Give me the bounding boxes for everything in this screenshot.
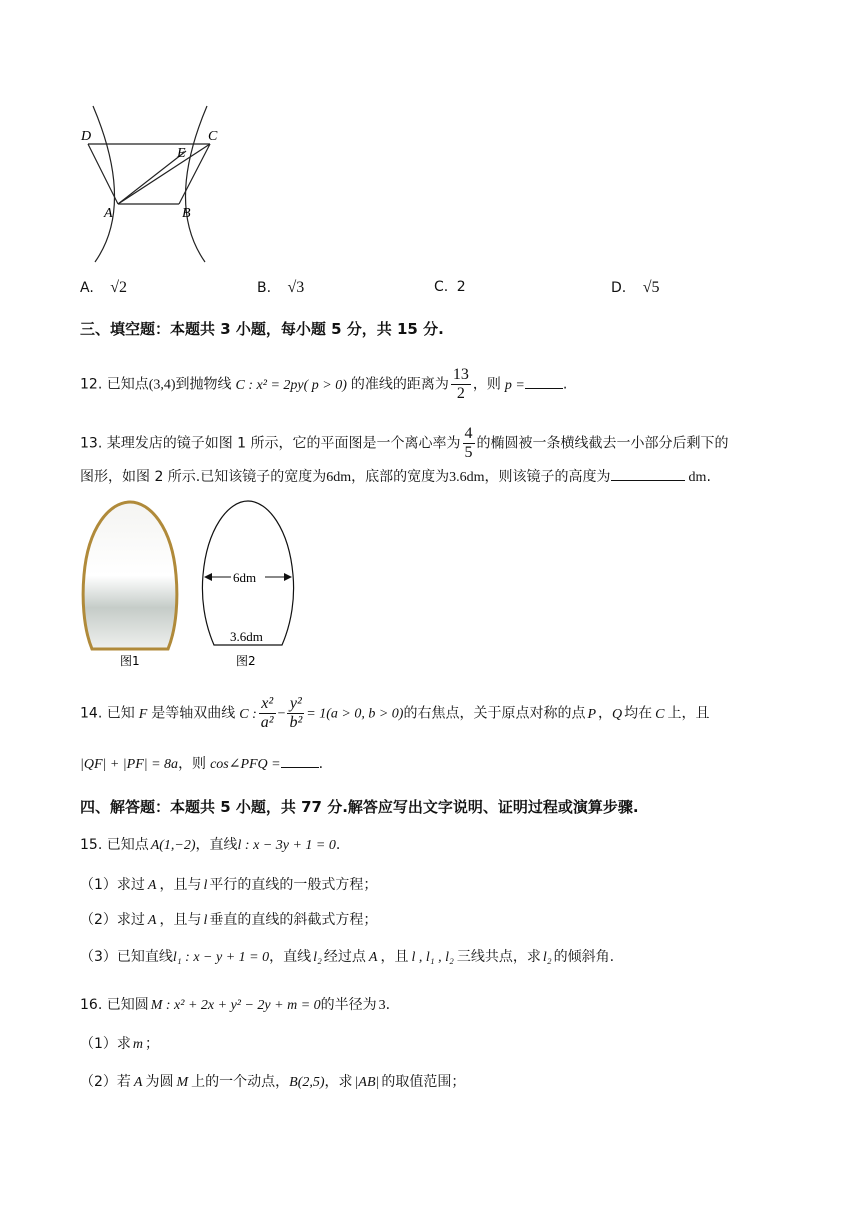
q15-p3f: 三线共点，求 [456,949,541,965]
q16-p1a: （1）求 [80,1036,131,1052]
q13-text1: 的椭圆被一条横线截去一小部分后剩下的 [476,435,729,452]
q13-line2c: ，则该镜子的高度为 [484,469,611,485]
q16-p2-A: A [133,1075,143,1090]
question-14-line2 [80,753,323,775]
q12-frac-num: 13 [452,366,469,383]
q15-p2c: 垂直的直线的斜截式方程； [209,912,378,928]
width-label: 6dm [233,570,257,585]
option-a-label: A. [80,280,94,296]
q16-part-1 [80,1034,159,1055]
q15-line: l : x − 3y + 1 = 0 [237,838,336,853]
question-12 [80,366,567,403]
q14-F: F [138,706,148,722]
option-b-label: B. [257,280,272,296]
q12-fraction [451,366,471,403]
q15-part-3 [80,947,614,968]
mirror-photo [83,502,177,649]
q15-end: . [335,837,341,853]
q13-line2b: ，底部的宽度为 [351,469,450,485]
q15-point-a: A(1,−2) [150,838,196,853]
q15-p2-A: A [147,913,157,928]
option-c-value: 2 [456,279,466,295]
section-3-heading: 三、填空题：本题共 3 小题，每小题 5 分，共 15 分. [80,320,444,338]
q16-p2b: 为圆 [145,1074,174,1090]
bottom-label: 3.6dm [230,629,263,644]
q15-part-1 [80,875,377,896]
label-e: E [177,146,186,161]
label-b: B [182,206,191,221]
q15-p1-l: l [203,878,208,893]
q14-text2: 的右焦点，关于原点对称的点 [403,705,586,722]
q16-p2d: ，求 [324,1074,353,1090]
q15-number: 15. 已知点 [80,837,149,853]
q13-width: 6dm [326,470,352,485]
q14-comma: ， [598,705,613,722]
q14-frac-y-den: b² [289,714,303,731]
question-15 [80,835,340,856]
q14-answer-blank[interactable] [281,753,319,768]
q16-p2-M: M [176,1075,189,1090]
option-c [434,279,466,295]
section-4-heading: 四、解答题：本题共 5 小题，共 77 分.解答应写出文字说明、证明过程或演算步骤. [80,798,639,816]
q15-p2-l: l [203,913,208,928]
fig1-caption: 图1 [120,654,140,668]
q14-frac-y [287,695,304,732]
option-a [80,279,127,297]
q13-frac-num: 4 [464,425,473,442]
q15-p3-A: A [368,950,378,965]
hyperbola-figure [75,100,225,265]
q12-ask: p = [504,377,525,393]
q16-end: . [385,997,391,1013]
hyperbola-left-branch [93,106,115,262]
q14-text3: 均在 [624,705,653,722]
mirror-diagram-figure [198,497,298,669]
q13-number: 13. 某理发店的镜子如图 1 所示，它的平面图是一个离心率为 [80,435,461,452]
q13-unit: dm [688,470,707,485]
q16-p1-m: m [132,1037,144,1052]
q16-p2-AB: |AB| [354,1075,380,1090]
q14-text4: 上，且 [667,705,710,722]
q15-p3b: ，直线 [269,949,312,965]
q14-C: C [655,706,665,722]
option-d-value: √5 [642,279,660,296]
q13-frac-den: 5 [464,444,473,461]
q15-p3a: （3）已知直线 [80,949,173,965]
q14-frac-y-num: y² [287,695,304,714]
segment-ae [118,151,186,204]
q14-frac-x [259,695,276,732]
q15-p1c: 平行的直线的一般式方程； [209,877,378,893]
q13-bottom: 3.6dm [449,470,485,485]
q16-circle: M : x² + 2x + y² − 2y + m = 0 [150,998,321,1013]
option-c-label: C. [434,279,449,295]
question-13-line2 [80,466,711,488]
q12-text1: 到抛物线 [175,376,232,393]
q15-p3-l2-again: l₂ [542,950,552,965]
option-a-value: √2 [110,279,128,296]
q12-text2: 的准线的距离为 [350,376,449,393]
q14-curve-prefix: C : [239,706,257,722]
label-a: A [104,206,113,221]
q16-p2e: 的取值范围； [381,1074,466,1090]
q14-condition: |QF| + |PF| = 8a [80,757,179,772]
width-arrow-right-head [284,573,292,581]
q15-p3d: ，且 [380,949,409,965]
q15-p3-l1: l₁ : x − y + 1 = 0 [172,950,270,965]
q12-end: . [562,376,568,393]
q16-radius: 3 [378,998,386,1013]
fig2-caption: 图2 [236,654,256,668]
q15-p3-lines: l , l₁ , l₂ [411,950,454,965]
segment-ac [118,144,210,204]
q15-p3-l2: l₂ [313,950,322,965]
q15-p1b: ，且与 [159,877,202,893]
q12-frac-den: 2 [456,385,465,402]
q12-text3: ，则 [472,376,501,393]
q14-number: 14. 已知 [80,705,135,722]
option-b-value: √3 [287,279,305,296]
q16-text1: 的半径为 [320,997,377,1013]
q16-part-2 [80,1072,465,1093]
q13-end: . [706,469,711,485]
q16-number: 16. 已知圆 [80,997,149,1013]
question-14-line1: 14. 已知 F 是等轴双曲线 C : $\frac{\text{x²}}{\text{a²}}$ − $\frac{\text{y²}}{\text{b²}}$ = 1(a > 0, b > 0)的右焦点，关于原点对称的点 P ，Q 均在 C 上，且 [80,695,710,731]
q14-text5: ，则 [178,756,207,772]
q14-P: P [587,706,597,722]
q15-p3c: 经过点 [323,949,366,965]
q14-Q: Q [612,706,623,722]
q15-text1: ，直线 [195,837,238,853]
option-b [257,279,304,297]
q13-line2a: 图形，如图 2 所示.已知该镜子的宽度为 [80,469,327,485]
q12-curve: C : x² = 2py( p > 0) [235,377,347,393]
q15-p2a: （2）求过 [80,912,145,928]
q16-p2a: （2）若 [80,1074,131,1090]
q15-p1a: （1）求过 [80,877,145,893]
width-arrow-left-head [204,573,212,581]
label-d: D [81,129,92,144]
q14-ask: cos∠PFQ = [210,757,281,772]
q14-text1: 是等轴双曲线 [151,705,236,722]
question-16 [80,995,390,1016]
question-13-line1 [80,425,729,462]
q12-answer-blank[interactable] [525,374,563,389]
q16-p2-B: B(2,5) [289,1075,325,1090]
q15-p2b: ，且与 [159,912,202,928]
q16-p2c: 上的一个动点， [191,1074,290,1090]
q12-point: (3,4) [148,377,176,393]
q15-p1-A: A [147,878,157,893]
q12-number: 12. 已知点 [80,376,149,393]
q14-frac-x-den: a² [260,714,274,731]
q13-fraction [463,425,475,462]
option-d [611,279,659,297]
q14-eq: = 1(a > 0, b > 0) [306,706,404,722]
mirror-photo-figure [80,497,180,669]
q13-answer-blank[interactable] [611,466,685,481]
label-c: C [208,129,218,144]
q15-part-2 [80,910,377,931]
q15-p3h: 的倾斜角. [553,949,615,965]
q14-end: . [318,756,324,772]
q16-p1b: ； [145,1036,160,1052]
q14-frac-x-num: x² [259,695,276,714]
option-d-label: D. [611,280,627,296]
